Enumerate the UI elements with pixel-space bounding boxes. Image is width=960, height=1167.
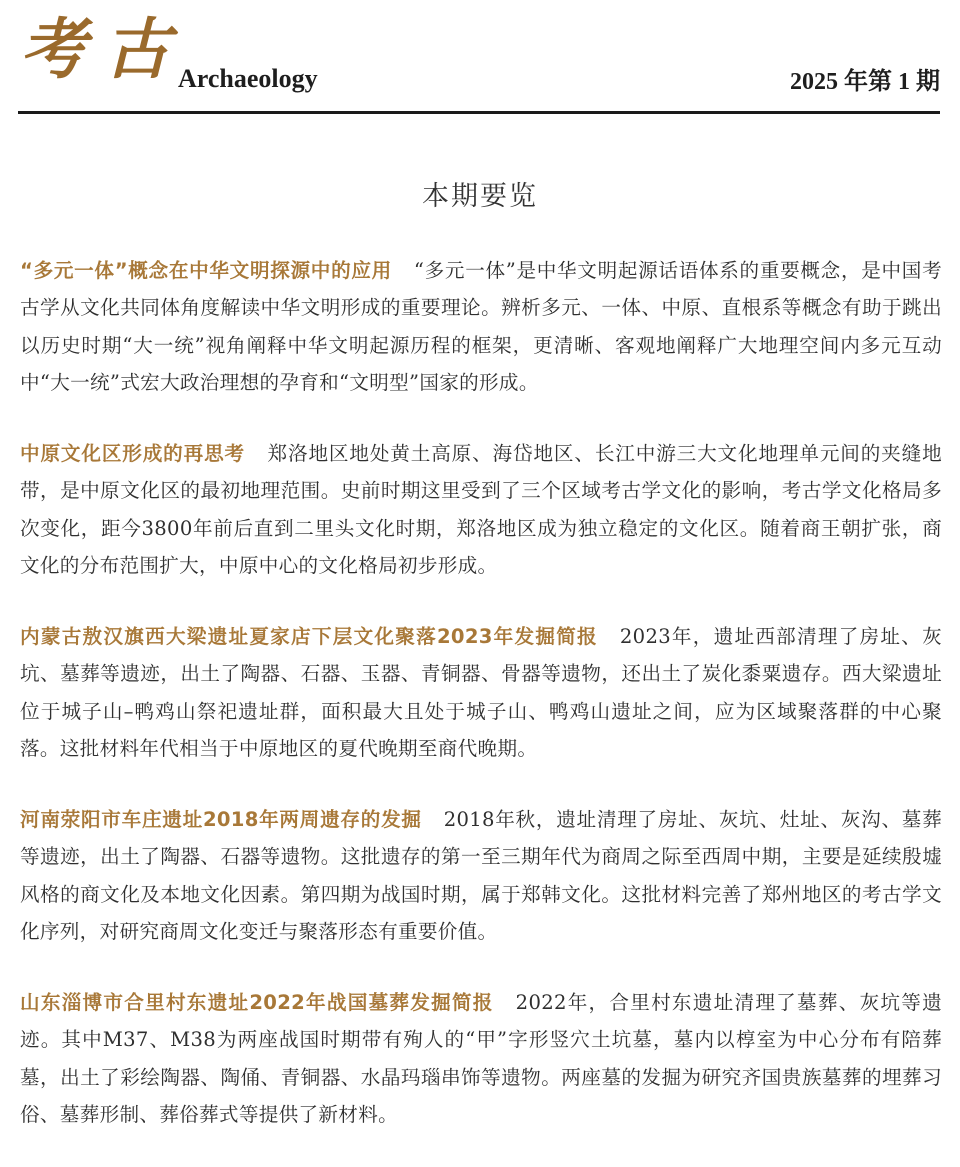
article-title-link[interactable]: 内蒙古敖汉旗西大梁遗址夏家店下层文化聚落2023年发掘简报: [20, 624, 598, 648]
article-title-link[interactable]: 山东淄博市合里村东遗址2022年战国墓葬发掘简报: [20, 990, 494, 1014]
article-title-link[interactable]: 河南荥阳市车庄遗址2018年两周遗存的发掘: [20, 807, 422, 831]
header-divider: [18, 111, 940, 114]
article-title-link[interactable]: 中原文化区形成的再思考: [20, 441, 245, 465]
journal-name-english: Archaeology: [178, 64, 318, 93]
article-abstract: 郑洛地区地处黄土高原、海岱地区、长江中游三大文化地理单元间的夹缝地带，是中原文化区的最初地理范围。史前时期这里受到了三个区域考古学文化的影响，考古学文化格局多次变化，距今3800年前后直到二里头文化时期，郑洛地区成为独立稳定的文化区。随着商王朝扩张，商文化的分布范围扩大，中原中心的文化格局初步形成。: [20, 441, 942, 578]
article-summary: [20, 435, 942, 585]
article-summary-list: [20, 232, 942, 1167]
article-abstract: “多元一体”是中华文明起源话语体系的重要概念，是中国考古学从文化共同体角度解读中华文明形成的重要理论。辨析多元、一体、中原、直根系等概念有助于跳出以历史时期“大一统”视角阐释中华文明起源历程的框架，更清晰、客观地阐释广大地理空间内多元互动中“大一统”式宏大政治理想的孕育和“文明型”国家的形成。: [20, 258, 942, 395]
article-summary: [20, 801, 942, 951]
article-summary: [20, 252, 942, 402]
article-summary: [20, 984, 942, 1134]
article-abstract: 2022年，合里村东遗址清理了墓葬、灰坑等遗迹。其中M37、M38为两座战国时期带有殉人的“甲”字形竖穴土坑墓，墓内以椁室为中心分布有陪葬墓，出土了彩绘陶器、陶俑、青铜器、水晶玛瑙串饰等遗物。两座墓的发掘为研究齐国贵族墓葬的埋葬习俗、墓葬形制、葬俗葬式等提供了新材料。: [20, 990, 943, 1127]
article-title-link[interactable]: “多元一体”概念在中华文明探源中的应用: [20, 258, 392, 282]
article-summary: [20, 618, 942, 768]
article-abstract: 2023年，遗址西部清理了房址、灰坑、墓葬等遗迹，出土了陶器、石器、玉器、青铜器、骨器等遗物，还出土了炭化黍粟遗存。西大梁遗址位于城子山–鸭鸡山祭祀遗址群，面积最大且处于城子山、鸭鸡山遗址之间，应为区域聚落群的中心聚落。这批材料年代相当于中原地区的夏代晚期至商代晚期。: [20, 624, 943, 761]
article-abstract: 2018年秋，遗址清理了房址、灰坑、灶址、灰沟、墓葬等遗迹，出土了陶器、石器等遗物。这批遗存的第一至三期年代为商周之际至西周中期，主要是延续殷墟风格的商文化及本地文化因素。第四期为战国时期，属于郑韩文化。这批材料完善了郑州地区的考古学文化序列，对研究商周文化变迁与聚落形态有重要价值。: [20, 807, 942, 944]
issue-number: 2025 年第 1 期: [790, 69, 940, 95]
journal-logo-calligraphy: 考古: [20, 10, 188, 88]
page-title: 本期要览: [422, 181, 538, 212]
journal-header: [18, 10, 940, 114]
